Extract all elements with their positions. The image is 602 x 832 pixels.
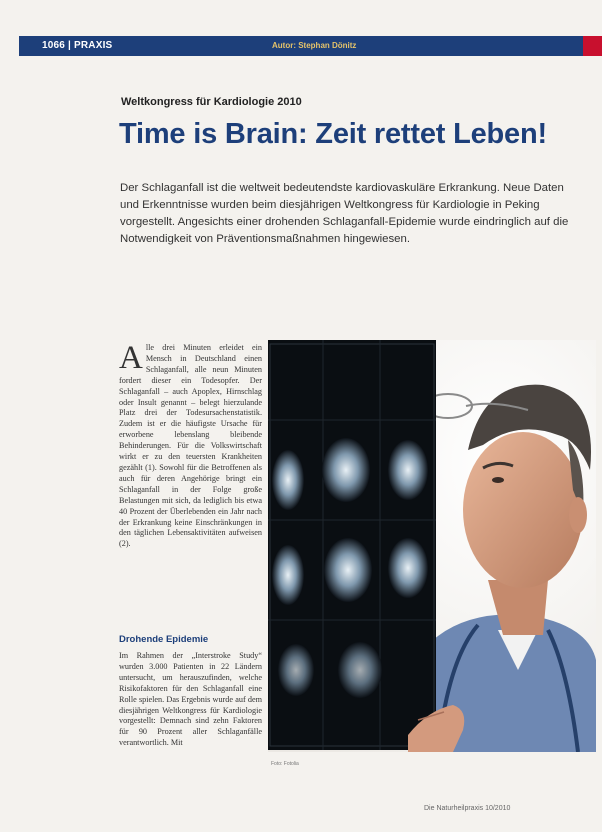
- photo-credit: Foto: Fotolia: [271, 761, 299, 767]
- article-title: Time is Brain: Zeit rettet Leben!: [119, 118, 547, 150]
- page-footer: Die Naturheilpraxis 10/2010: [424, 805, 511, 812]
- header-accent: [583, 36, 602, 56]
- author-label: Autor: Stephan Dönitz: [272, 41, 357, 50]
- body-text-1: lle drei Minuten erleidet ein Mensch in Deutschland einen Schlaganfall, alle neun Minuten fordert dieser ein Todesopfer. Der Schlaganfall – auch Apoplex, Hirnschlag oder Insult genannt – belegt hierzulande Platz drei der Todesursachenstatistik. Zudem ist er die häufigste Ursache für erworbene lebenslang bleibende Behinderungen. Für die Volkswirtschaft wirkt er zu den teuersten Krankheiten gezählt (1). Sowohl für die Betroffenen als auch für deren Angehörige bringt ein Schlaganfall in der Folge große Belastungen mit sich, da lediglich bis etwa 40 Prozent der Überlebenden ein Jahr nach der Erkrankung keine Einschränkungen in den täglichen Lebensaktivitäten aufweisen (2).: [119, 343, 262, 549]
- doctor-mri-photo: [268, 340, 596, 752]
- article-kicker: Weltkongress für Kardiologie 2010: [121, 96, 302, 108]
- section-label: 1066 | PRAXIS: [42, 40, 113, 51]
- body-column-1: [119, 340, 262, 550]
- section-subhead: Drohende Epidemie: [119, 634, 209, 645]
- body-column-2: Im Rahmen der „Interstroke Study“ wurden 3.000 Patienten in 22 Ländern untersucht, um herauszufinden, welche Risikofaktoren für den Schlaganfall eine Rolle spielen. Das Ergebnis wurde auf dem diesjährigen Weltkongress für Kardiologie vorgestellt: Demnach sind zehn Faktoren für 90 Prozent aller Schlaganfälle verantwortlich. Mit: [119, 651, 262, 748]
- drop-cap: A: [119, 340, 143, 376]
- article-lead: Der Schlaganfall ist die weltweit bedeutendste kardiovaskuläre Erkrankung. Neue Daten und Erkenntnisse wurden beim diesjährigen Weltkongress für Kardiologie in Peking vorgestellt. Angesichts einer drohenden Schlaganfall-Epidemie wurde eindringlich auf die Notwendigkeit von Präventionsmaßnahmen hingewiesen.: [120, 182, 569, 245]
